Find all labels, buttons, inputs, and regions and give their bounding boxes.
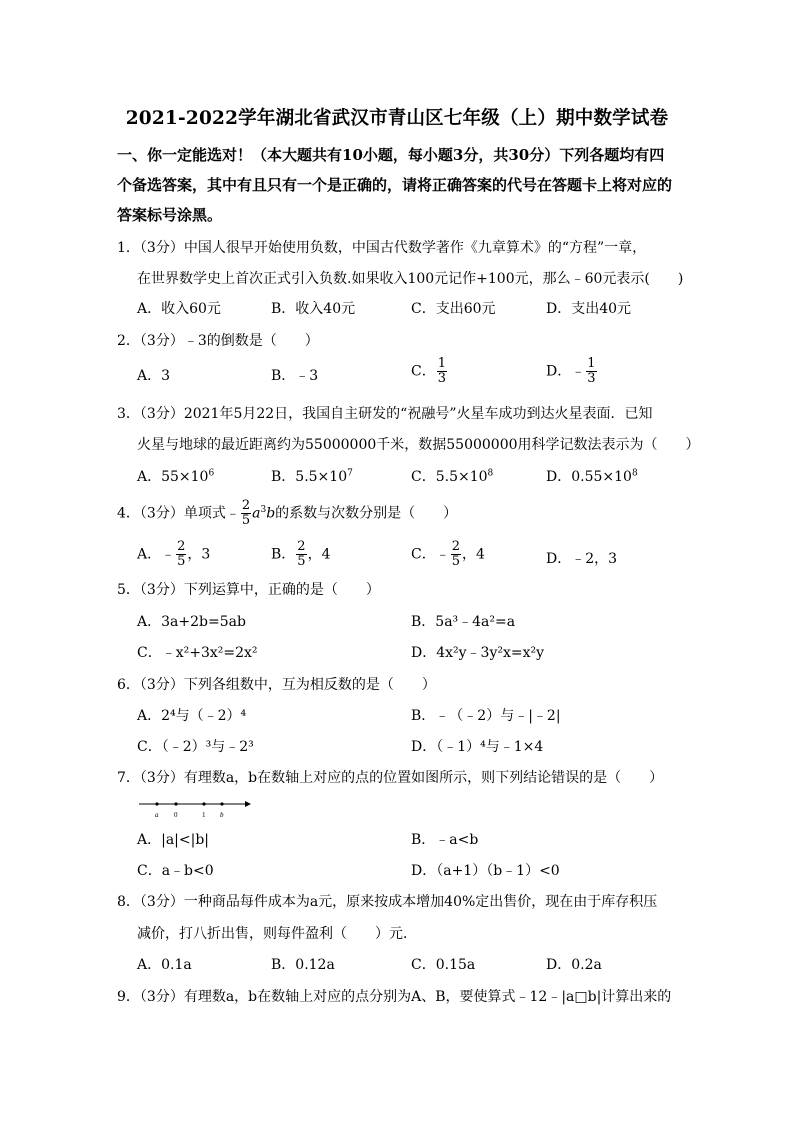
q8-line2: 减价，打八折出售，则每件盈利（ ）元． (137, 926, 417, 942)
fraction: $\frac{1}{3}$ (587, 356, 596, 386)
axis-label-b: b (220, 811, 224, 819)
q4-stem: 4．（3分）单项式﹣ $\frac{2}{5}$ $a^3b$的系数与次数分别是（ ） (117, 498, 458, 528)
q2-option-d: D．﹣ $\frac{1}{3}$ (546, 356, 596, 386)
q4-option-b: B． $\frac{2}{5}$ ，4 (271, 539, 331, 569)
axis-label-one: 1 (202, 811, 206, 819)
q8-option-d: D．0.2a (546, 957, 602, 973)
q2-option-c: C． $\frac{1}{3}$ (411, 356, 446, 386)
fraction: $\frac{1}{3}$ (437, 356, 446, 386)
q2-stem: 2．（3分）﹣3的倒数是（ ） (117, 333, 319, 349)
axis-arrow (245, 801, 251, 807)
q9-line1: 9．（3分）有理数a，b在数轴上对应的点分别为A、B，要使算式﹣12﹣|a□b|计算出来的 (117, 989, 672, 1005)
q7-stem: 7．（3分）有理数a，b在数轴上对应的点的位置如图所示，则下列结论错误的是（ ） (117, 770, 664, 786)
q6-option-c: C．（﹣2）³与﹣2³ (137, 739, 254, 755)
fraction: $\frac{2}{5}$ (241, 498, 251, 528)
number-line-figure (137, 796, 252, 820)
q4-option-d: D．﹣2，3 (546, 551, 618, 567)
q2-option-a: A．3 (137, 368, 171, 384)
page-title: 2021-2022学年湖北省武汉市青山区七年级（上）期中数学试卷 (125, 108, 669, 129)
q4-option-c: C．﹣ $\frac{2}{5}$ ，4 (411, 539, 485, 569)
q1-line1: 1．（3分）中国人很早开始使用负数，中国古代数学著作《九章算术》的“方程”一章， (117, 240, 647, 256)
q2-option-b: B．﹣3 (271, 368, 319, 384)
fraction: $\frac{2}{5}$ (297, 539, 306, 569)
q5-option-a: A．3a+2b=5ab (137, 614, 246, 630)
q6-option-b: B．﹣（﹣2）与﹣|﹣2| (411, 708, 561, 724)
point-zero (174, 802, 177, 805)
q1-option-d: D．支出40元 (546, 301, 632, 317)
q6-option-a: A．2⁴与（﹣2）⁴ (137, 708, 247, 724)
q1-line2: 在世界数学史上首次正式引入负数.如果收入100元记作+100元，那么﹣60元表示( ) (137, 271, 684, 287)
q5-option-b: B．5a³﹣4a²=a (411, 614, 516, 630)
q7-option-a: A．|a|<|b| (137, 832, 210, 848)
point-one (202, 802, 205, 805)
axis-label-a: a (155, 811, 159, 819)
q4-option-a: A．﹣ $\frac{2}{5}$ ，3 (137, 539, 211, 569)
q1-option-c: C．支出60元 (411, 301, 496, 317)
q3-line1: 3．（3分）2021年5月22日，我国自主研发的“祝融号”火星车成功到达火星表面．已知 (117, 406, 653, 422)
point-b (220, 802, 223, 805)
q3-line2: 火星与地球的最近距离约为55000000千米，数据55000000用科学记数法表示为（ ） (137, 437, 700, 453)
q7-option-d: D．（a+1）（b﹣1）<0 (411, 863, 560, 879)
point-a (155, 802, 158, 805)
axis-label-zero: 0 (174, 811, 178, 819)
q3-option-a: A．$55\times 10^6$ (137, 468, 215, 485)
q3-option-d: D．$0.55\times 10^8$ (546, 468, 638, 485)
q8-option-b: B．0.12a (271, 957, 335, 973)
fraction: $\frac{2}{5}$ (177, 539, 186, 569)
q7-option-b: B．﹣a<b (411, 832, 479, 848)
q5-option-c: C．﹣x²+3x²=2x² (137, 645, 258, 661)
q5-stem: 5．（3分）下列运算中，正确的是（ ） (117, 582, 380, 598)
section-instructions: 一、你一定能选对！（本大题共有10小题，每小题3分，共30分）下列各题均有四个备选答案，其中有且只有一个是正确的，请将正确答案的代号在答题卡上将对应的答案标号涂黑。 (117, 146, 673, 224)
q3-option-b: B．$5.5\times 10^7$ (271, 468, 353, 485)
q1-option-b: B．收入40元 (271, 301, 356, 317)
q6-option-d: D．（﹣1）⁴与﹣1×4 (411, 739, 544, 755)
q8-option-c: C．0.15a (411, 957, 476, 973)
q7-option-c: C．a﹣b<0 (137, 863, 214, 879)
q5-option-d: D．4x²y﹣3y²x=x²y (411, 645, 545, 661)
q1-option-a: A．收入60元 (137, 301, 221, 317)
q8-line1: 8．（3分）一种商品每件成本为a元，原来按成本增加40%定出售价，现在由于库存积压 (117, 894, 658, 910)
q8-option-a: A．0.1a (137, 957, 192, 973)
q3-option-c: C．$5.5\times 10^8$ (411, 468, 494, 485)
fraction: $\frac{2}{5}$ (451, 539, 460, 569)
q6-stem: 6．（3分）下列各组数中，互为相反数的是（ ） (117, 677, 436, 693)
